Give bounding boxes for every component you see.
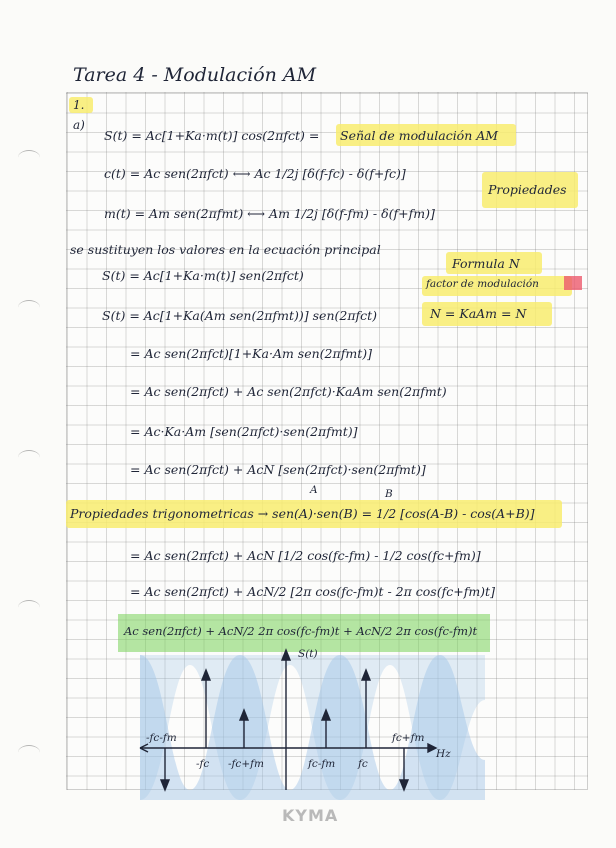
eq-step10: = Ac sen(2πfct) + AcN [1/2 cos(fc-fm) - 1/2 cos(fc+fm)] xyxy=(130,548,481,563)
trig-properties: Propiedades trigonometricas → sen(A)·sen(B) = 1/2 [cos(A-B) - cos(A+B)] xyxy=(70,506,535,521)
formula-label: Formula N xyxy=(452,256,520,271)
page-title: Tarea 4 - Modulación AM xyxy=(73,64,317,86)
kyma-logo: KYMA xyxy=(282,806,339,825)
label-A: A xyxy=(310,484,318,496)
eq-am-signal: S(t) = Ac[1+Ka·m(t)] cos(2πfct) = xyxy=(104,128,320,143)
eq-step11: = Ac sen(2πfct) + AcN/2 [2π cos(fc-fm)t - 2π cos(fc+fm)t] xyxy=(130,584,495,599)
substitute-note: se sustituyen los valores en la ecuación principal xyxy=(70,242,381,257)
item-number: 1. xyxy=(73,98,85,112)
graph-x-label: Hz xyxy=(436,748,451,760)
eq-step6: = Ac sen(2πfct)[1+Ka·Am sen(2πfmt)] xyxy=(130,346,372,361)
eq-result: Ac sen(2πfct) + AcN/2 2π cos(fc-fm)t + AcN/2 2π cos(fc-fm)t xyxy=(124,624,478,638)
tick-neg-fc: -fc xyxy=(196,758,210,770)
tick-fc-minus-fm: fc-fm xyxy=(308,758,336,770)
eq-carrier: c(t) = Ac sen(2πfct) ⟷ Ac 1/2j [δ(f-fc) - δ(f+fc)] xyxy=(104,166,406,181)
eq-am-note: Señal de modulación AM xyxy=(340,128,499,143)
x-axis-arrow xyxy=(428,744,436,752)
part-label: a) xyxy=(73,118,85,132)
properties-label: Propiedades xyxy=(488,182,567,197)
eq-step8: = Ac·Ka·Am [sen(2πfct)·sen(2πfmt)] xyxy=(130,424,358,439)
y-axis-arrow xyxy=(282,650,290,660)
factor-eq: N = KaAm = N xyxy=(430,306,527,321)
label-B: B xyxy=(385,488,393,500)
eq-step5: S(t) = Ac[1+Ka(Am sen(2πfmt))] sen(2πfct) xyxy=(102,308,378,323)
tick-neg-fc-plus-fm: -fc+fm xyxy=(228,758,264,770)
factor-label: factor de modulación xyxy=(426,278,539,290)
eq-substituted: S(t) = Ac[1+Ka·m(t)] sen(2πfct) xyxy=(102,268,304,283)
eq-step7: = Ac sen(2πfct) + Ac sen(2πfct)·KaAm sen(2πfmt) xyxy=(130,384,447,399)
eq-message: m(t) = Am sen(2πfmt) ⟷ Am 1/2j [δ(f-fm) - δ(f+fm)] xyxy=(104,206,435,221)
graph-y-label: S(t) xyxy=(298,648,318,660)
tick-fc-plus-fm: fc+fm xyxy=(392,732,425,744)
tick-neg-fc-fm: -fc-fm xyxy=(146,732,177,744)
eq-step9: = Ac sen(2πfct) + AcN [sen(2πfct)·sen(2πfmt)] xyxy=(130,462,426,477)
tick-fc: fc xyxy=(358,758,368,770)
